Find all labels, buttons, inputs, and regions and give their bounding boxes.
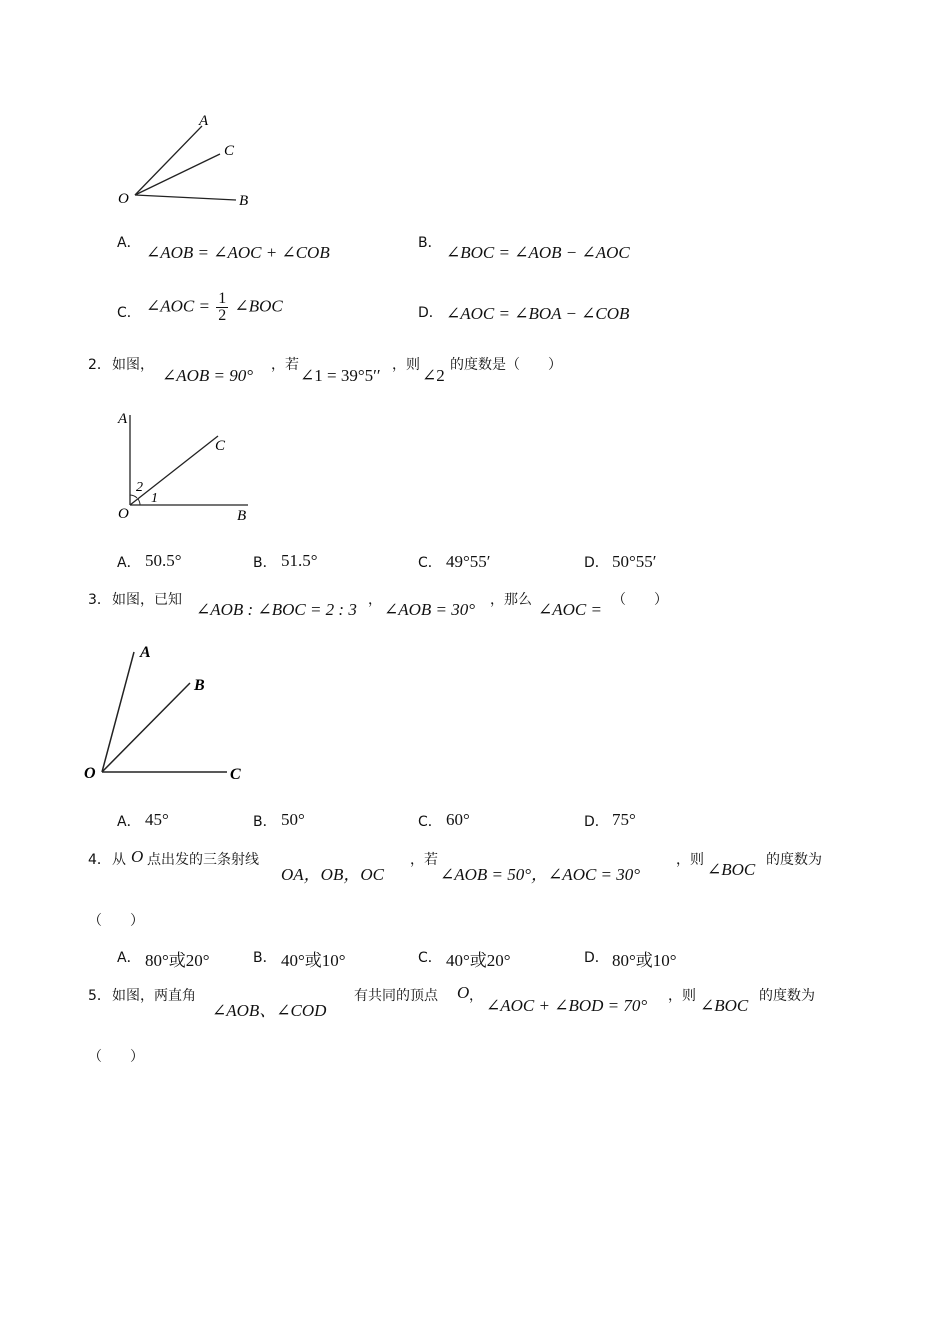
q3-option-d-value: 75° (612, 810, 636, 829)
q4-number: 4． (88, 852, 111, 868)
ray-oc (135, 154, 220, 195)
q3-option-b-letter: B． (253, 814, 277, 830)
q4-option-b-letter: B． (253, 950, 277, 966)
angle-2-arc (130, 495, 137, 498)
q1-figure (110, 108, 270, 212)
label-c: C (230, 766, 241, 783)
q2-text-3: ，则 (392, 357, 420, 373)
q2-option-b-value: 51.5° (281, 551, 318, 570)
label-angle-2: 2 (136, 480, 143, 495)
q5-math-3: ∠BOC (700, 996, 749, 1015)
q4-option-c-letter: C． (418, 950, 442, 966)
ray-ob (102, 683, 190, 772)
q1-option-c-letter: C． (117, 305, 141, 321)
fraction-denominator: 2 (218, 307, 227, 324)
q2-option-b-letter: B． (253, 555, 277, 571)
q4-text-4: ，则 (676, 852, 704, 868)
q3-option-b-value: 50° (281, 810, 305, 829)
q2-option-c-value: 49°55′ (446, 552, 491, 571)
q1-option-b-letter: B． (418, 235, 442, 251)
q5-number: 5． (88, 988, 111, 1004)
label-angle-1: 1 (151, 491, 158, 506)
q3-paren: （ ） (612, 592, 668, 608)
q4-math-3: ∠BOC (707, 860, 756, 879)
q4-option-c-value: 40°或20° (446, 951, 511, 970)
q4-text-1: 从 (112, 852, 126, 868)
q1-option-a-expr: ∠AOB = ∠AOC + ∠COB (146, 243, 330, 262)
q5-text-4: ，则 (668, 988, 696, 1004)
q3-math-1: ∠AOB : ∠BOC = 2 : 3 (196, 600, 357, 619)
q2-math-1: ∠AOB = 90° (162, 366, 254, 385)
ray-oa (135, 126, 202, 195)
q5-text-2: 有共同的顶点 (354, 988, 438, 1004)
fraction-numerator: 1 (218, 290, 227, 307)
q2-number: 2． (88, 357, 111, 373)
q3-option-a-letter: A． (117, 814, 141, 830)
q1-option-d-letter: D． (418, 305, 443, 321)
q4-option-d-letter: D． (584, 950, 609, 966)
q4-text-5: 的度数为 (766, 852, 822, 868)
q5-text-1: 如图，两直角 (112, 988, 196, 1004)
q4-point: O (131, 847, 144, 866)
label-a: A (199, 113, 209, 129)
q1-option-a-letter: A． (117, 235, 141, 251)
q4-paren: （ ） (88, 913, 144, 929)
q2-text-1: 如图， (112, 357, 154, 373)
label-o: O (118, 191, 129, 207)
label-c: C (215, 438, 226, 454)
q2-text-2: ，若 (271, 357, 299, 373)
q2-option-a-value: 50.5° (145, 551, 182, 570)
q5-point: O (457, 983, 470, 1002)
q2-math-3: ∠2 (422, 366, 445, 385)
q5-math-2: ∠AOC + ∠BOD = 70° (486, 996, 648, 1015)
q5-math-1: ∠AOB、∠COD (212, 1001, 327, 1020)
ray-oa (102, 652, 134, 772)
label-b: B (239, 193, 249, 209)
label-o: O (84, 765, 96, 782)
q5-text-3: ， (469, 988, 483, 1004)
q4-math-2: ∠AOB = 50°，∠AOC = 30° (440, 865, 641, 884)
q3-number: 3． (88, 592, 111, 608)
q2-text-4: 的度数是（ ） (450, 357, 562, 373)
q5-text-5: 的度数为 (759, 988, 815, 1004)
q1-option-b-expr: ∠BOC = ∠AOB − ∠AOC (446, 243, 630, 262)
q3-math-2: ∠AOB = 30° (384, 600, 476, 619)
q3-figure (80, 638, 255, 786)
q2-option-c-letter: C． (418, 555, 442, 571)
q4-text-3: ，若 (410, 852, 438, 868)
q4-option-b-value: 40°或10° (281, 951, 346, 970)
q2-figure (110, 405, 260, 525)
label-c: C (224, 143, 235, 159)
q2-option-d-value: 50°55′ (612, 552, 657, 571)
angle-1-arc (138, 499, 140, 505)
q1-option-d-expr: ∠AOC = ∠BOA − ∠COB (446, 304, 630, 323)
label-b: B (237, 508, 247, 524)
q4-option-a-value: 80°或20° (145, 951, 210, 970)
q3-text-1: 如图，已知 (112, 592, 182, 608)
q3-sep-1: ， (368, 592, 382, 608)
label-b: B (194, 677, 205, 694)
q1-option-c-left: ∠AOC = (146, 296, 210, 316)
q3-text-2: ，那么 (490, 592, 532, 608)
q5-paren: （ ） (88, 1049, 144, 1065)
label-o: O (118, 506, 129, 522)
q4-option-d-value: 80°或10° (612, 951, 677, 970)
q3-option-c-letter: C． (418, 814, 442, 830)
q4-option-a-letter: A． (117, 950, 141, 966)
label-a: A (140, 644, 151, 661)
q2-option-d-letter: D． (584, 555, 609, 571)
q2-option-a-letter: A． (117, 555, 141, 571)
q1-option-c-right: ∠BOC (234, 296, 283, 316)
q1-option-c-expr (146, 291, 283, 324)
q2-math-2: ∠1 = 39°5′′ (300, 366, 381, 385)
q3-math-3: ∠AOC = (538, 600, 602, 619)
q4-math-1: OA，OB，OC (281, 865, 384, 884)
q4-text-2: 点出发的三条射线 (147, 852, 259, 868)
label-a: A (118, 411, 128, 427)
ray-oc (130, 436, 218, 505)
ray-ob (135, 195, 236, 200)
q3-option-a-value: 45° (145, 810, 169, 829)
q3-option-d-letter: D． (584, 814, 609, 830)
q1-option-c-fraction (216, 291, 228, 324)
q3-option-c-value: 60° (446, 810, 470, 829)
